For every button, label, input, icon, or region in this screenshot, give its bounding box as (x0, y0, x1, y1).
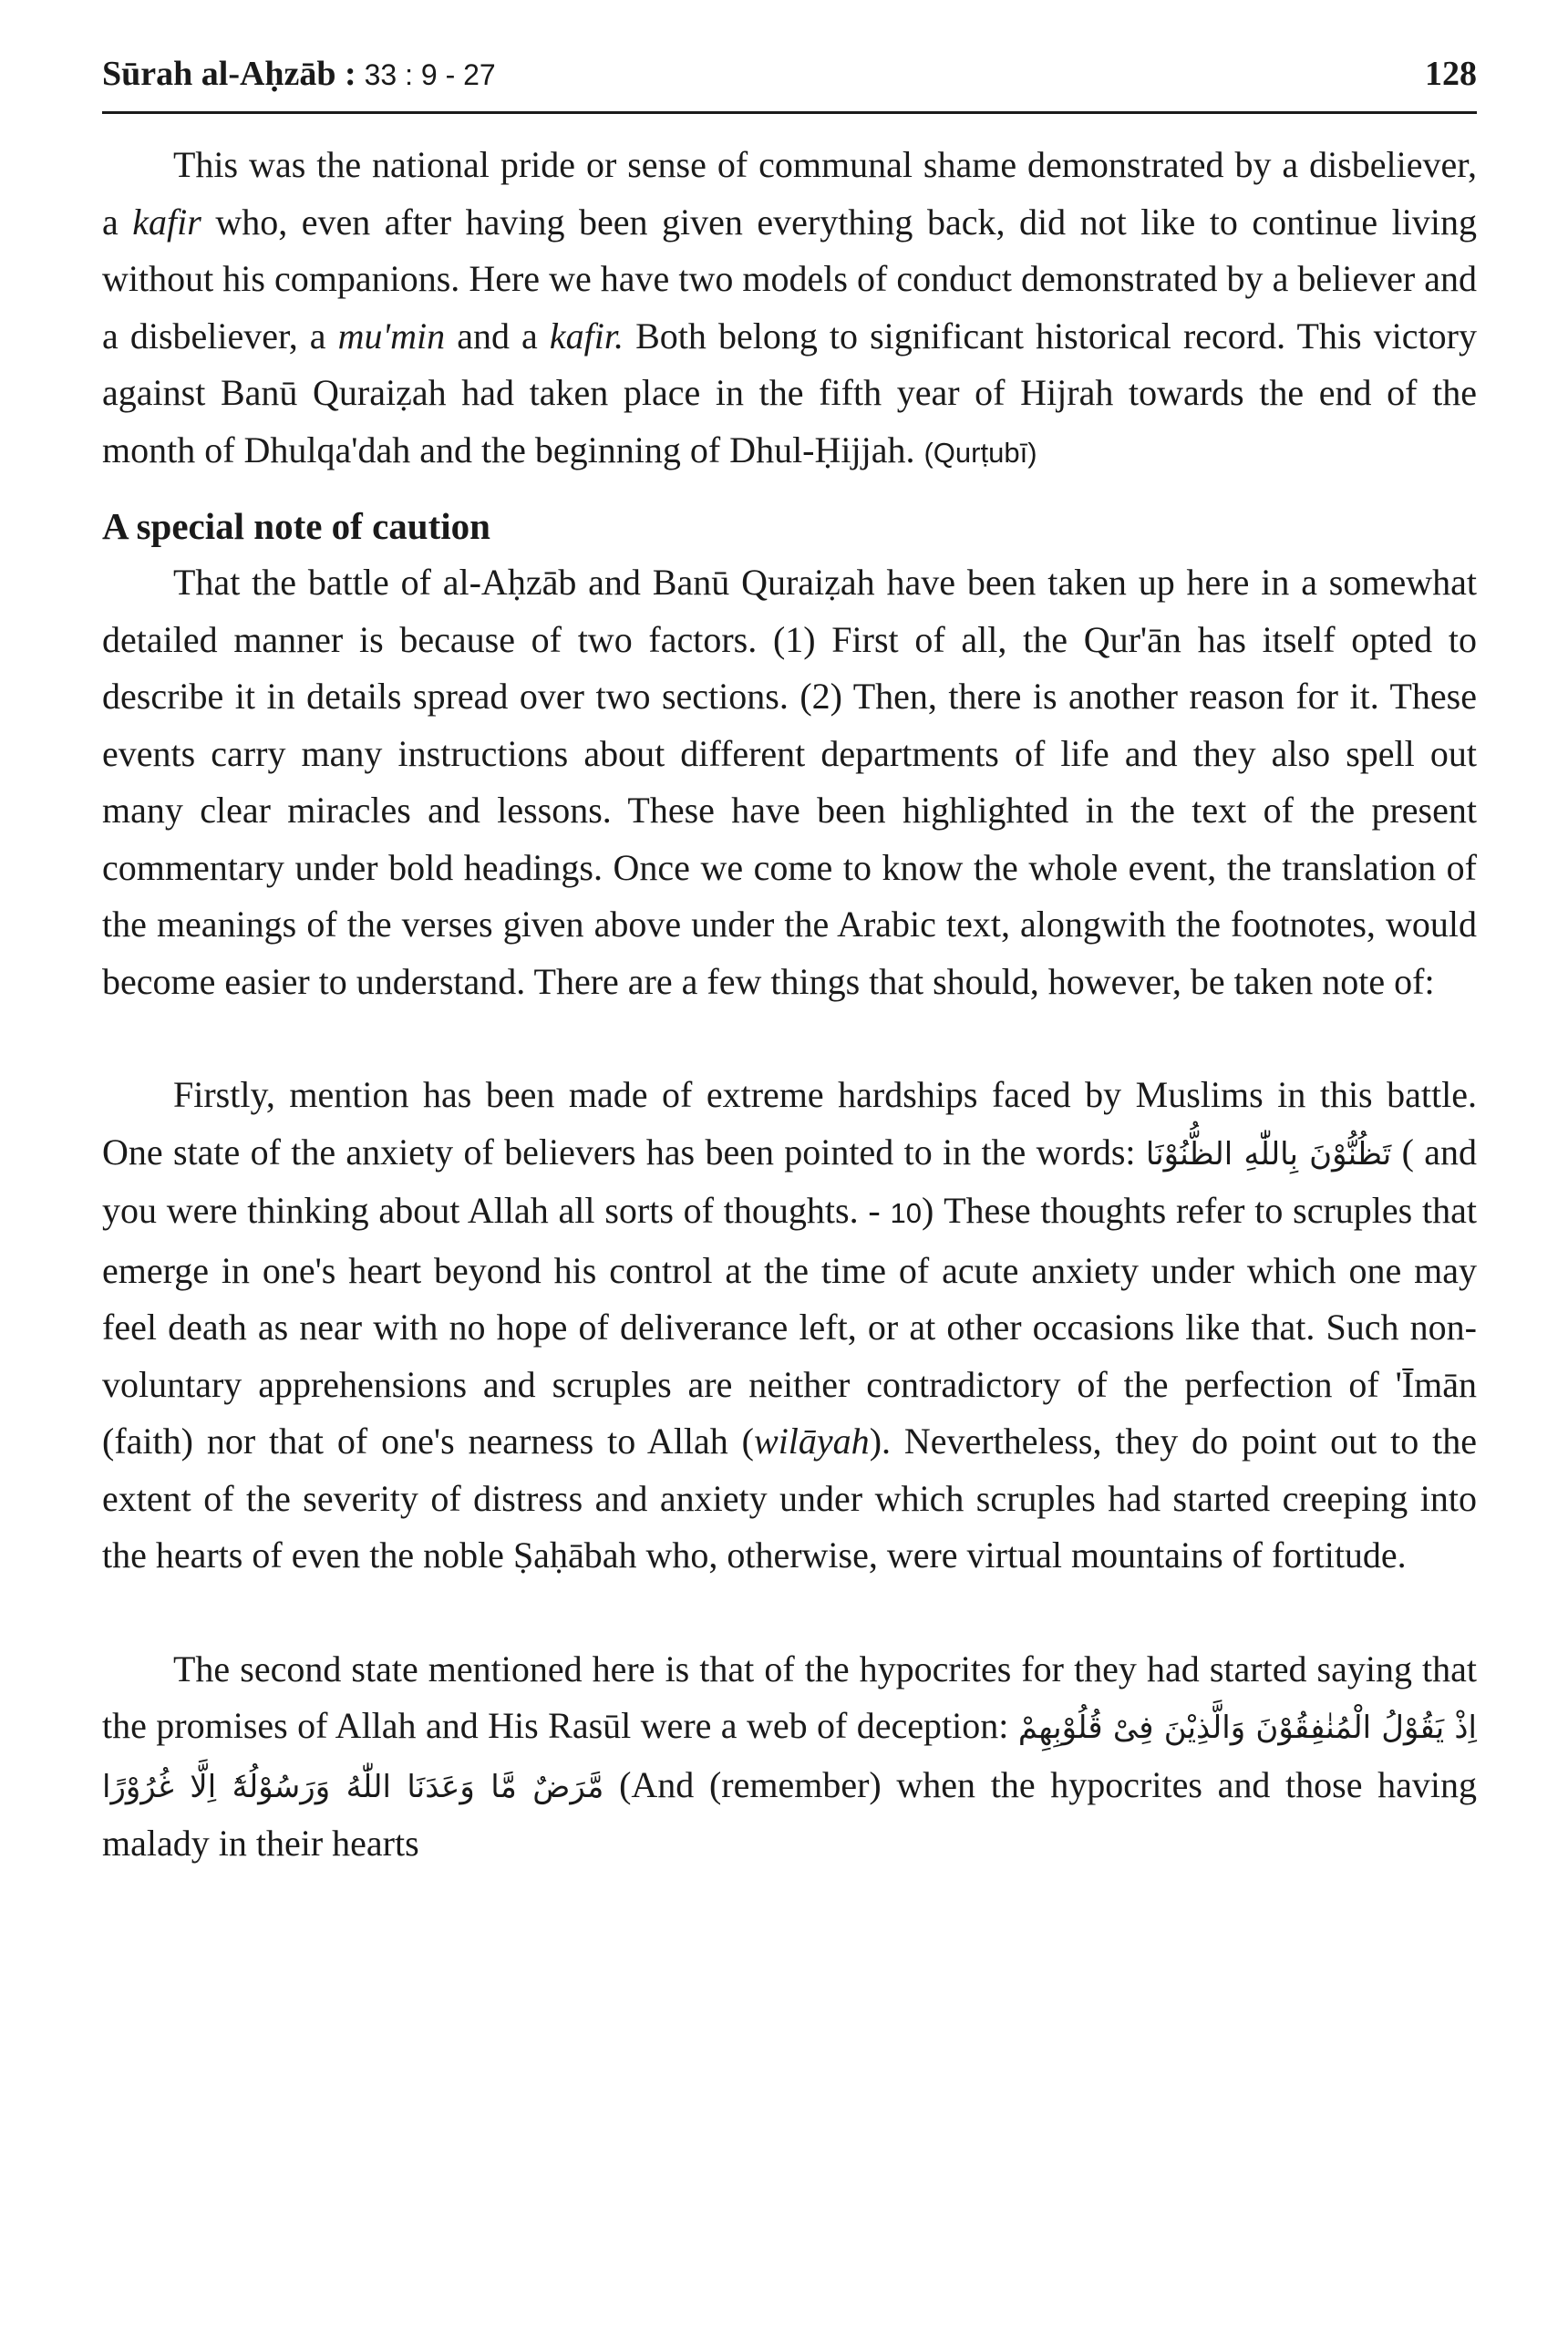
citation: (Qurṭubī) (923, 436, 1037, 469)
arabic-quote: تَظُنُّوْنَ بِاللّٰهِ الظُّنُوْنَا (1145, 1135, 1392, 1173)
surah-title (102, 51, 496, 98)
arabic-quote: اِذْ يَقُوْلُ الْمُنٰفِقُوْنَ وَالَّذِيْنَ فِىْ قُلُوْبِهِمْ مَّرَضٌ مَّا وَعَدَنَا اللّٰهُ وَرَسُوْلُهٗٓ اِلَّا غُرُوْرًا (102, 1710, 1477, 1805)
running-header (102, 46, 1477, 109)
paragraph-2: That the battle of al-Aḥzāb and Banū Quraiẓah have been taken up here in a somewhat detailed manner is because of two factors. (1) First of all, the Qur'ān has itself opted to describe it in details spread over two sections. (2) Then, there is another reason for it. These events carry many instructions about different departments of life and they also spell out many clear miracles and lessons. These have been highlighted in the text of the present commentary under bold headings. Once we come to know the whole event, the translation of the meanings of the verses given above under the Arabic text, alongwith the footnotes, would become easier to understand. There are a few things that should, however, be taken note of: (102, 562, 1477, 1002)
section-heading: A special note of caution (102, 505, 490, 547)
document-page (102, 46, 1477, 1864)
verse-ref: 10 (890, 1197, 922, 1229)
paragraph-4: The second state mentioned here is that of the hypocrites for they had started saying that the promises of Allah and His Rasūl were a web of deception: اِذْ يَقُوْلُ الْمُنٰفِقُوْنَ وَالَّذِيْنَ فِىْ قُلُوْبِهِمْ مَّرَضٌ مَّا وَعَدَنَا اللّٰهُ وَرَسُوْلُهٗٓ اِلَّا غُرُوْرًا (And (remember) when the hypocrites and those having malady in their hearts (102, 1648, 1477, 1864)
surah-name: Sūrah al-Aḥzāb : (102, 55, 356, 93)
paragraph-1: This was the national pride or sense of communal shame demonstrated by a disbeliever, a kafir who, even after having been given everything back, did not like to continue living without his companions. Here we have two models of conduct demonstrated by a believer and a disbeliever, a mu'min and a kafir. Both belong to significant historical record. This victory against Banū Quraiẓah had taken place in the fifth year of Hijrah towards the end of the month of Dhulqa'dah and the beginning of Dhul-Ḥijjah. (Qurṭubī) (102, 144, 1477, 470)
verse-range: 33 : 9 - 27 (356, 58, 496, 91)
header-rule (102, 111, 1477, 114)
page-number: 128 (1425, 55, 1477, 93)
body-text (102, 137, 1477, 1873)
paragraph-3: Firstly, mention has been made of extreme hardships faced by Muslims in this battle. One state of the anxiety of believers has been pointed to in the words: تَظُنُّوْنَ بِاللّٰهِ الظُّنُوْنَا ( and you were thinking about Allah all sorts of thoughts. - 10) These thoughts refer to scruples that emerge in one's heart beyond his control at the time of acute anxiety under which one may feel death as near with no hope of deliverance left, or at other occasions like that. Such non-voluntary apprehensions and scruples are neither contradictory of the perfection of 'Īmān (faith) nor that of one's nearness to Allah (wilāyah). Nevertheless, they do point out to the extent of the severity of distress and anxiety under which scruples had started creeping into the hearts of even the noble Ṣaḥābah who, otherwise, were virtual mountains of fortitude. (102, 1074, 1477, 1576)
